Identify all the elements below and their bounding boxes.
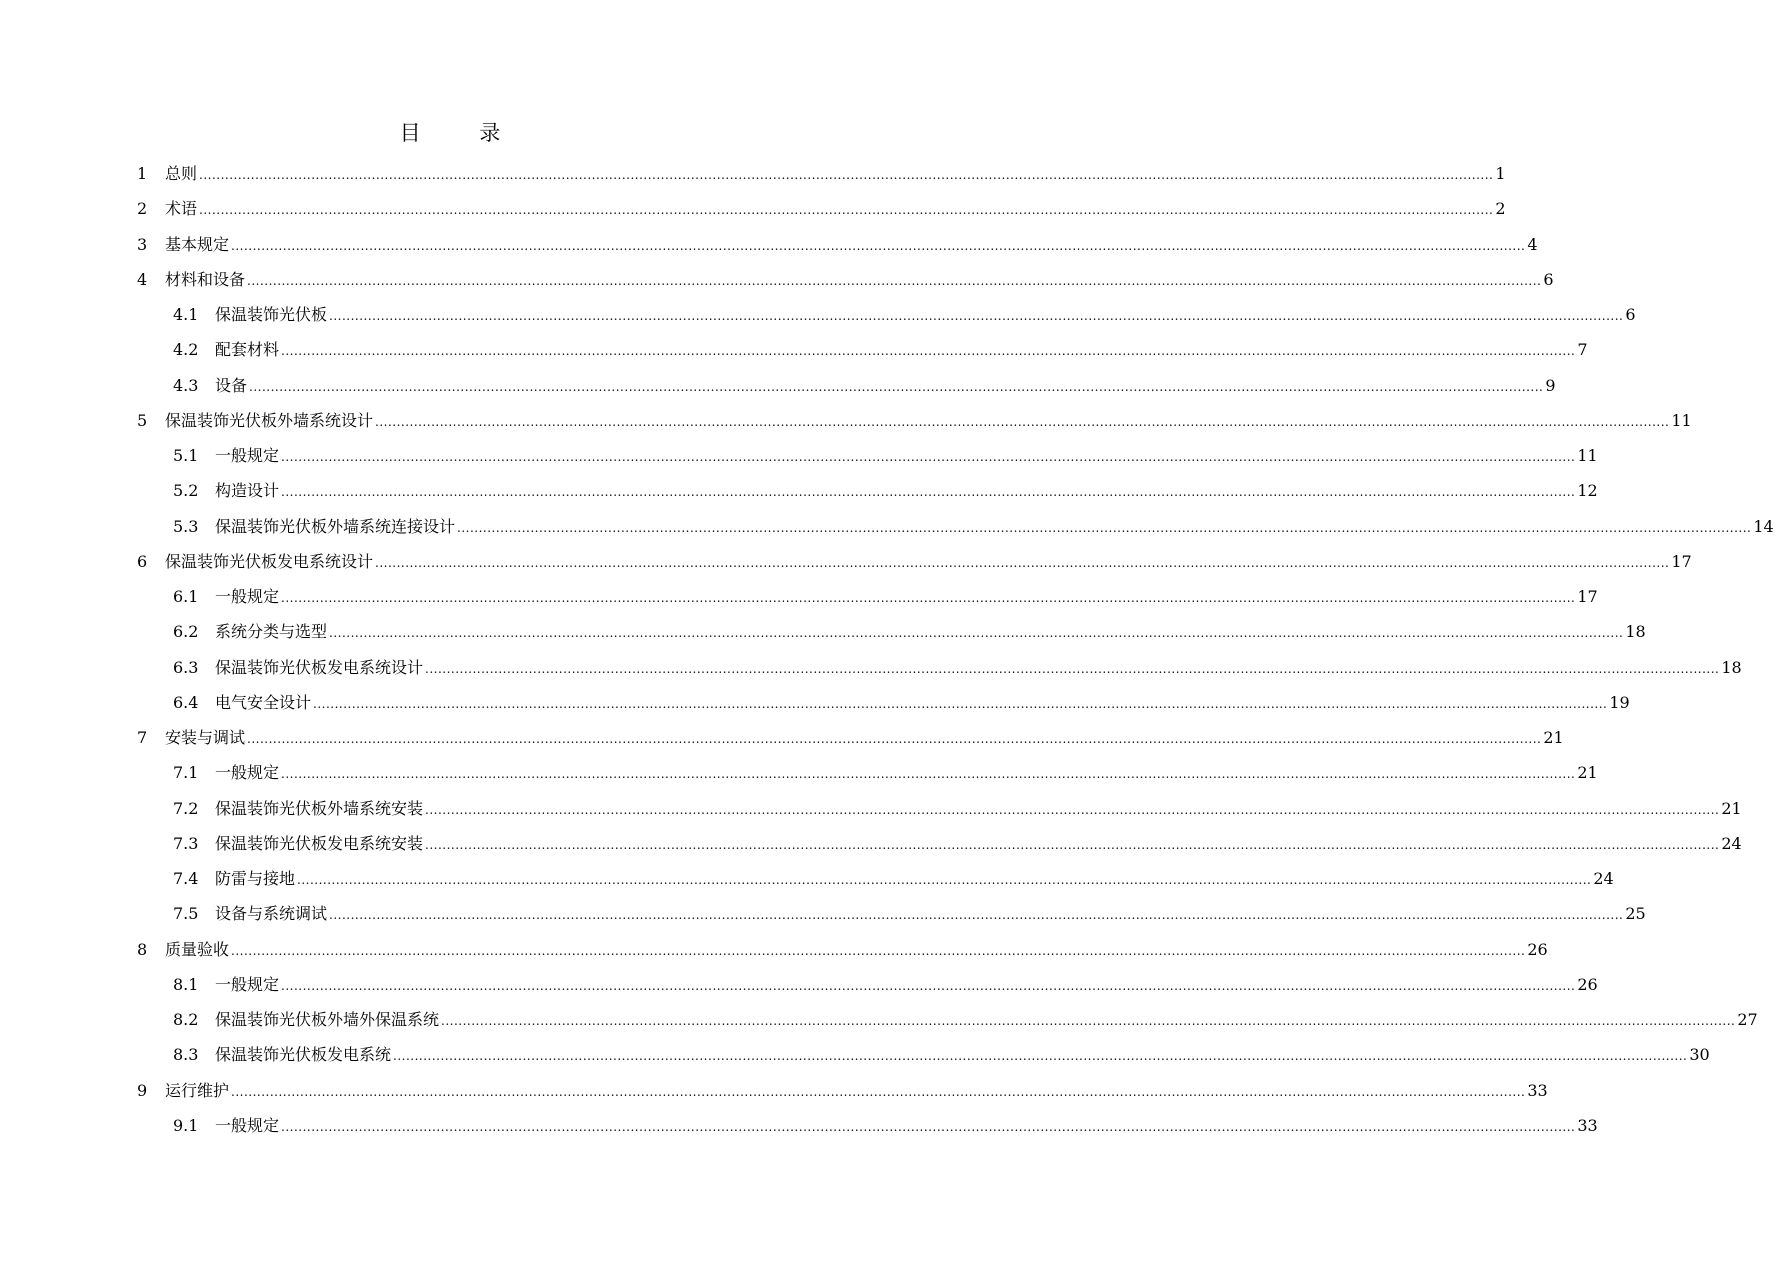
toc-entry-page: 21 <box>1721 798 1742 818</box>
toc-entry[interactable] <box>0 231 1538 259</box>
toc-entry-title: 术语 <box>165 199 198 219</box>
toc-entry-page: 6 <box>1543 269 1554 289</box>
page-title: 目 录 <box>399 121 527 145</box>
toc-entry-title: 保温装饰光伏板发电系统设计 <box>165 551 374 571</box>
toc-entry-page: 21 <box>1577 763 1598 783</box>
toc-entry-title: 构造设计 <box>215 481 280 501</box>
dot-leader: ............................................................................................................................................................................................................................................................................................................ <box>329 626 1624 641</box>
toc-entry-line <box>215 618 1646 646</box>
dot-leader: ............................................................................................................................................................................................................................................................................................................ <box>231 943 1526 958</box>
toc-entry-line <box>215 900 1646 928</box>
toc-entry[interactable] <box>0 795 1742 823</box>
toc-entry[interactable] <box>0 830 1742 858</box>
toc-entry-title: 保温装饰光伏板发电系统设计 <box>215 657 424 677</box>
toc-entry-title: 保温装饰光伏板外墙外保温系统 <box>215 1010 440 1029</box>
toc-entry-number: 5.1 <box>173 446 199 465</box>
toc-entry-number: 7.2 <box>173 798 199 818</box>
toc-entry-number: 3 <box>137 234 148 254</box>
toc-entry-title: 保温装饰光伏板外墙系统安装 <box>215 798 424 818</box>
toc-entry-number: 4.2 <box>173 340 199 360</box>
toc-entry[interactable] <box>0 583 1598 611</box>
toc-entry[interactable] <box>0 195 1506 223</box>
toc-entry-number: 4.3 <box>173 375 199 395</box>
toc-entry-number: 5 <box>137 410 148 430</box>
toc-entry-page: 17 <box>1577 587 1598 606</box>
toc-entry-page: 24 <box>1593 869 1614 888</box>
toc-entry-number: 6 <box>137 551 148 571</box>
toc-entry-title: 设备与系统调试 <box>215 904 328 924</box>
toc-entry-line <box>165 160 1506 188</box>
toc-entry-line <box>165 195 1506 223</box>
toc-entry-number: 6.1 <box>173 587 199 606</box>
toc-entry-number: 4.1 <box>173 305 199 324</box>
dot-leader: ............................................................................................................................................................................................................................................................................................................ <box>199 168 1494 182</box>
toc-entry-line <box>165 548 1692 576</box>
toc-entry-line <box>215 654 1742 682</box>
toc-entry-title: 材料和设备 <box>165 269 246 289</box>
toc-entry-title: 电气安全设计 <box>215 692 312 712</box>
dot-leader: ............................................................................................................................................................................................................................................................................................................ <box>457 520 1752 535</box>
toc-entry-page: 12 <box>1577 481 1598 501</box>
toc-entry-page: 21 <box>1543 728 1564 747</box>
toc-entry-line <box>215 583 1598 611</box>
toc-entry[interactable] <box>0 936 1548 964</box>
toc-entry[interactable] <box>0 372 1556 400</box>
toc-entry-number: 7.5 <box>173 904 199 924</box>
dot-leader: ............................................................................................................................................................................................................................................................................................................ <box>281 591 1576 605</box>
toc-entry-title: 保温装饰光伏板发电系统 <box>215 1045 392 1065</box>
dot-leader: ............................................................................................................................................................................................................................................................................................................ <box>231 238 1526 253</box>
dot-leader: ............................................................................................................................................................................................................................................................................................................ <box>441 1014 1736 1028</box>
toc-entry-page: 1 <box>1495 164 1506 183</box>
toc-entry-number: 7.1 <box>173 763 199 783</box>
toc-entry-page: 19 <box>1609 692 1630 712</box>
toc-entry-line <box>215 830 1742 858</box>
toc-entry-line <box>165 936 1548 964</box>
dot-leader: ............................................................................................................................................................................................................................................................................................................ <box>297 873 1592 887</box>
toc-entry-line <box>215 865 1614 893</box>
toc-entry[interactable] <box>0 477 1598 505</box>
toc-entry-number: 6.3 <box>173 657 199 677</box>
toc-entry-number: 8.2 <box>173 1010 199 1029</box>
toc-entry-title: 保温装饰光伏板 <box>215 305 328 324</box>
toc-entry-title: 一般规定 <box>215 763 280 783</box>
toc-entry-line <box>215 301 1636 329</box>
dot-leader: ............................................................................................................................................................................................................................................................................................................ <box>281 485 1576 500</box>
toc-entry-page: 9 <box>1545 375 1556 395</box>
toc-entry-title: 一般规定 <box>215 587 280 606</box>
toc-entry-title: 基本规定 <box>165 234 230 254</box>
dot-leader: ............................................................................................................................................................................................................................................................................................................ <box>425 661 1720 676</box>
toc-entry-line <box>165 231 1538 259</box>
toc-entry[interactable] <box>0 407 1692 435</box>
toc-entry-number: 8 <box>137 939 148 959</box>
toc-entry-title: 防雷与接地 <box>215 869 296 888</box>
toc-entry-line <box>215 1041 1710 1069</box>
toc-entry-page: 6 <box>1625 305 1636 324</box>
toc-entry[interactable] <box>0 1077 1548 1105</box>
toc-entry-page: 18 <box>1625 622 1646 642</box>
toc-entry[interactable] <box>0 301 1636 329</box>
toc-entry-title: 一般规定 <box>215 446 280 465</box>
dot-leader: ............................................................................................................................................................................................................................................................................................................ <box>425 837 1720 852</box>
toc-entry-line <box>215 1112 1598 1140</box>
dot-leader: ............................................................................................................................................................................................................................................................................................................ <box>313 696 1608 711</box>
toc-entry[interactable] <box>0 900 1646 928</box>
toc-entry-page: 2 <box>1495 199 1506 219</box>
dot-leader: ............................................................................................................................................................................................................................................................................................................ <box>199 203 1494 218</box>
toc-entry-line <box>215 971 1598 999</box>
dot-leader: ............................................................................................................................................................................................................................................................................................................ <box>247 273 1542 288</box>
toc-entry[interactable] <box>0 1006 1758 1034</box>
toc-entry-title: 运行维护 <box>165 1080 230 1100</box>
toc-entry[interactable] <box>0 865 1614 893</box>
toc-entry-title: 一般规定 <box>215 1115 280 1135</box>
toc-entry-line <box>215 372 1556 400</box>
toc-entry-line <box>215 477 1598 505</box>
toc-entry[interactable] <box>0 971 1598 999</box>
dot-leader: ............................................................................................................................................................................................................................................................................................................ <box>247 732 1542 746</box>
dot-leader: ............................................................................................................................................................................................................................................................................................................ <box>281 344 1576 359</box>
toc-entry[interactable] <box>0 160 1506 188</box>
dot-leader: ............................................................................................................................................................................................................................................................................................................ <box>281 978 1576 993</box>
dot-leader: ............................................................................................................................................................................................................................................................................................................ <box>281 767 1576 782</box>
toc-entry[interactable] <box>0 336 1588 364</box>
toc-entry-number: 6.4 <box>173 692 199 712</box>
toc-entry-page: 24 <box>1721 833 1742 853</box>
toc-entry-title: 设备 <box>215 375 248 395</box>
toc-entry-line <box>215 513 1774 541</box>
toc-entry-page: 33 <box>1577 1115 1598 1135</box>
toc-entry-number: 9 <box>137 1080 148 1100</box>
toc-entry-line <box>165 724 1564 752</box>
toc-entry-number: 8.3 <box>173 1045 199 1065</box>
toc-entry-number: 5.3 <box>173 516 199 536</box>
toc-entry-title: 安装与调试 <box>165 728 246 747</box>
toc-entry-line <box>215 1006 1758 1034</box>
toc-entry-line <box>215 336 1588 364</box>
toc-entry-number: 7.3 <box>173 833 199 853</box>
dot-leader: ............................................................................................................................................................................................................................................................................................................ <box>281 450 1576 464</box>
toc-entry[interactable] <box>0 689 1630 717</box>
toc-entry-page: 11 <box>1577 446 1598 465</box>
toc-entry-page: 30 <box>1689 1045 1710 1065</box>
dot-leader: ............................................................................................................................................................................................................................................................................................................ <box>425 802 1720 817</box>
dot-leader: ............................................................................................................................................................................................................................................................................................................ <box>375 555 1670 570</box>
toc-entry-page: 33 <box>1527 1080 1548 1100</box>
toc-entry[interactable] <box>0 442 1598 470</box>
toc-entry-title: 一般规定 <box>215 974 280 994</box>
dot-leader: ............................................................................................................................................................................................................................................................................................................ <box>375 414 1670 429</box>
toc-entry-number: 6.2 <box>173 622 199 642</box>
toc-entry-title: 配套材料 <box>215 340 280 360</box>
toc-entry-page: 14 <box>1753 516 1774 536</box>
toc-entry-page: 7 <box>1577 340 1588 360</box>
toc-entry-title: 保温装饰光伏板发电系统安装 <box>215 833 424 853</box>
toc-entry-number: 1 <box>137 164 148 183</box>
toc-entry[interactable] <box>0 1041 1710 1069</box>
toc-entry-page: 26 <box>1577 974 1598 994</box>
toc-entry-title: 保温装饰光伏板外墙系统连接设计 <box>215 516 456 536</box>
toc-entry[interactable] <box>0 654 1742 682</box>
toc-entry-page: 11 <box>1671 410 1692 430</box>
toc-entry-page: 26 <box>1527 939 1548 959</box>
dot-leader: ............................................................................................................................................................................................................................................................................................................ <box>231 1084 1526 1099</box>
toc-entry-page: 27 <box>1737 1010 1758 1029</box>
toc-entry-line <box>215 795 1742 823</box>
dot-leader: ............................................................................................................................................................................................................................................................................................................ <box>329 908 1624 923</box>
toc-entry-number: 2 <box>137 199 148 219</box>
toc-entry-line <box>165 266 1554 294</box>
dot-leader: ............................................................................................................................................................................................................................................................................................................ <box>329 309 1624 323</box>
dot-leader: ............................................................................................................................................................................................................................................................................................................ <box>393 1049 1688 1064</box>
toc-entry-title: 总则 <box>165 164 198 183</box>
toc-entry-page: 18 <box>1721 657 1742 677</box>
toc-entry-number: 7.4 <box>173 869 199 888</box>
toc-entry-line <box>215 759 1598 787</box>
toc-entry-line <box>165 1077 1548 1105</box>
toc-entry[interactable] <box>0 759 1598 787</box>
toc-entry-page: 25 <box>1625 904 1646 924</box>
toc-entry[interactable] <box>0 724 1564 752</box>
toc-entry[interactable] <box>0 618 1646 646</box>
toc-entry-number: 4 <box>137 269 148 289</box>
toc-entry-title: 质量验收 <box>165 939 230 959</box>
toc-entry-page: 17 <box>1671 551 1692 571</box>
toc-entry-number: 8.1 <box>173 974 199 994</box>
toc-entry-line <box>165 407 1692 435</box>
toc-entry-number: 5.2 <box>173 481 199 501</box>
toc-entry[interactable] <box>0 513 1774 541</box>
toc-entry-line <box>215 689 1630 717</box>
toc-entry-number: 7 <box>137 728 148 747</box>
toc-entry[interactable] <box>0 266 1554 294</box>
toc-entry-line <box>215 442 1598 470</box>
toc-entry-page: 4 <box>1527 234 1538 254</box>
dot-leader: ............................................................................................................................................................................................................................................................................................................ <box>281 1119 1576 1134</box>
toc-entry-title: 保温装饰光伏板外墙系统设计 <box>165 410 374 430</box>
toc-entry-number: 9.1 <box>173 1115 199 1135</box>
toc-entry[interactable] <box>0 548 1692 576</box>
toc-entry-title: 系统分类与选型 <box>215 622 328 642</box>
toc-entry[interactable] <box>0 1112 1598 1140</box>
dot-leader: ............................................................................................................................................................................................................................................................................................................ <box>249 379 1544 394</box>
